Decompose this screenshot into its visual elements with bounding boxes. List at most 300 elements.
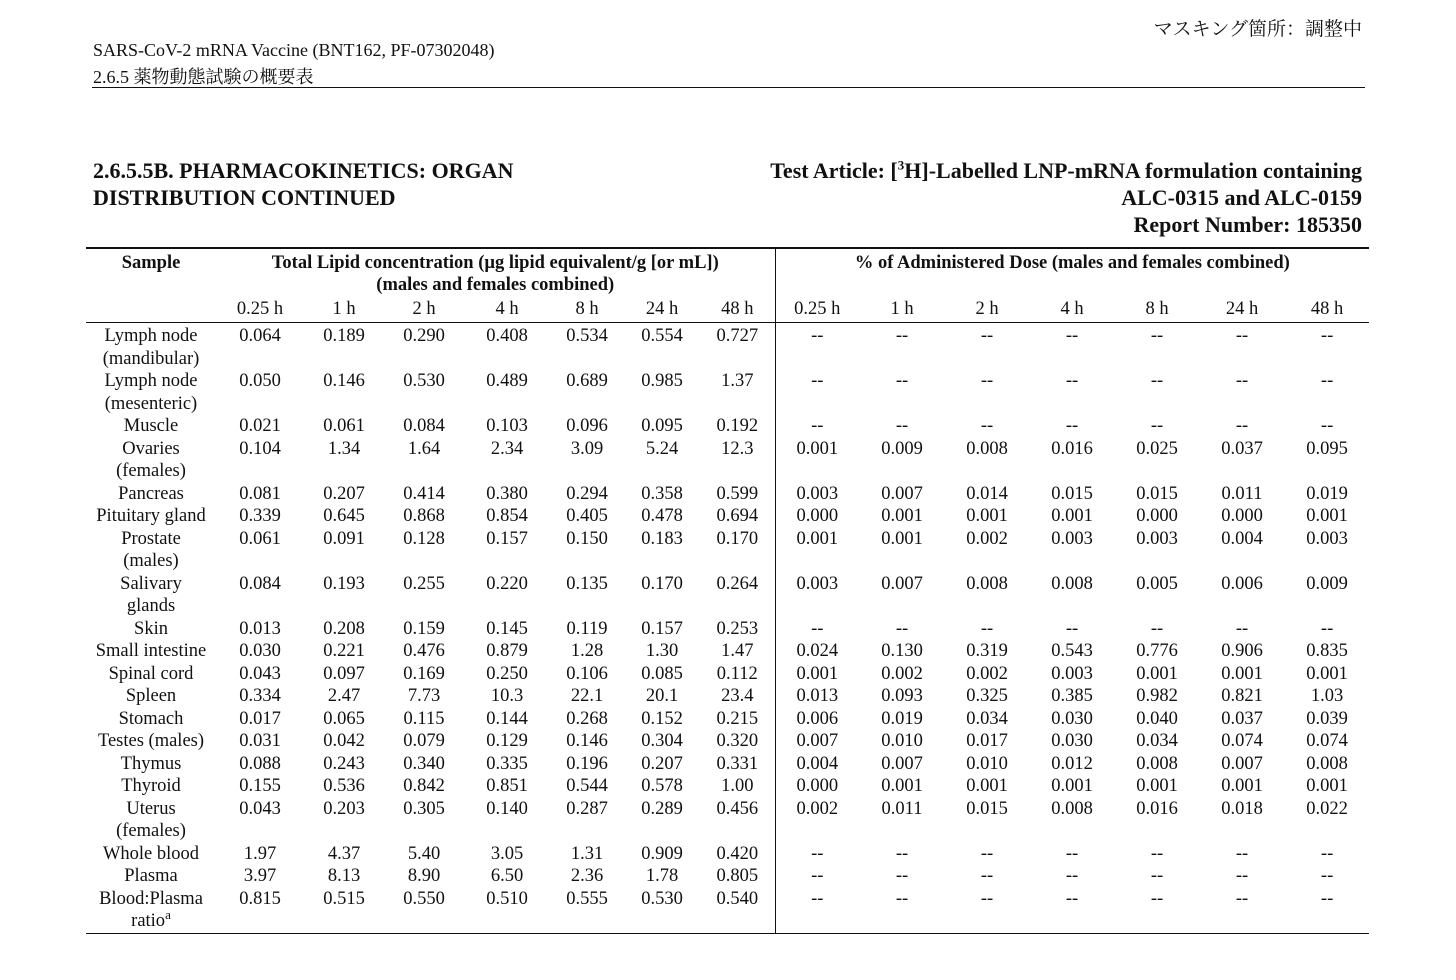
dose-percent-cell: -- <box>1235 326 1249 346</box>
concentration-cell: 0.689 <box>566 371 608 391</box>
sample-name-line2 <box>86 595 216 618</box>
dose-percent-cell: -- <box>1150 843 1164 864</box>
dose-percent-cell: 0.025 <box>1136 438 1178 459</box>
dose-percent-cell: 0.095 <box>1306 438 1348 459</box>
table-title <box>93 157 513 211</box>
concentration-cell: 8.13 <box>327 866 361 886</box>
concentration-cell: 0.061 <box>323 416 365 436</box>
dose-percent-cell: -- <box>1065 326 1079 346</box>
dose-percent-cell: 0.002 <box>775 798 859 843</box>
concentration-cell: 0.065 <box>323 708 365 729</box>
concentration-cell: 0.207 <box>323 483 365 504</box>
dose-percent-cell: 0.014 <box>966 483 1008 504</box>
concentration-cell: 3.97 <box>243 866 277 886</box>
dose-percent-cell: 0.001 <box>966 776 1008 796</box>
dose-percent-cell: -- <box>980 866 994 886</box>
dose-percent-cell: 0.008 <box>1051 798 1093 819</box>
sample-name-line1: Spleen <box>125 686 177 706</box>
footnote-marker: a <box>165 906 171 922</box>
dose-percent-cell: 0.130 <box>881 641 923 661</box>
concentration-cell: 0.358 <box>641 483 683 504</box>
dose-percent-cell: 0.001 <box>881 528 923 549</box>
conc-timepoint-header: 0.25 h <box>236 299 284 319</box>
sample-name <box>86 505 216 528</box>
concentration-cell: 1.97 <box>243 843 277 864</box>
dose-percent-cell: 0.008 <box>966 573 1008 594</box>
table-body <box>86 323 1369 934</box>
concentration-cell: 0.169 <box>403 663 445 684</box>
dose-percent-cell: 0.543 <box>1051 641 1093 661</box>
dose-percent-cell: -- <box>1065 416 1079 436</box>
dose-percent-cell: 0.002 <box>881 663 923 684</box>
concentration-cell: 1.34 <box>327 438 361 459</box>
dose-percent-cell: 0.001 <box>1136 663 1178 684</box>
sample-name-line2 <box>86 460 216 483</box>
dose-percent-cell: 0.007 <box>1221 753 1263 774</box>
concentration-cell: 0.208 <box>323 618 365 639</box>
concentration-cell: 0.017 <box>239 708 281 729</box>
table-row <box>86 708 1369 731</box>
concentration-cell: 0.128 <box>403 528 445 549</box>
dose-percent-cell: -- <box>895 843 909 864</box>
sample-name-line1: Thymus <box>120 753 182 774</box>
dose-percent-cell: -- <box>1320 416 1334 436</box>
concentration-cell: 0.408 <box>486 326 528 346</box>
dose-percent-cell: 0.003 <box>775 573 859 618</box>
dose-percent-cell: 0.013 <box>775 685 859 708</box>
dose-percent-cell: 0.022 <box>1306 798 1348 819</box>
concentration-cell: 0.694 <box>716 506 759 526</box>
concentration-cell: 0.320 <box>716 731 759 751</box>
dose-percent-cell: 0.001 <box>1306 663 1348 684</box>
concentration-cell: 0.150 <box>566 528 608 549</box>
concentration-cell: 0.221 <box>323 641 365 661</box>
document-header-section: 2.6.5 薬物動態試験の概要表 <box>93 67 314 87</box>
dose-percent-cell: 0.325 <box>966 686 1008 706</box>
concentration-cell: 0.456 <box>716 798 759 819</box>
dose-percent-cell: 0.010 <box>966 753 1008 774</box>
dose-timepoint-header: 0.25 h <box>775 296 859 323</box>
dose-percent-cell: 0.004 <box>775 753 859 776</box>
dose-percent-cell: -- <box>775 888 859 934</box>
dose-percent-cell: -- <box>775 323 859 371</box>
dose-percent-cell: 0.006 <box>1221 573 1263 594</box>
concentration-cell: 0.104 <box>239 438 281 459</box>
sample-name-line2-text: (females) <box>116 461 186 481</box>
concentration-cell: 0.193 <box>323 573 365 594</box>
dose-percent-cell: -- <box>895 866 909 886</box>
concentration-cell: 0.192 <box>716 416 759 436</box>
concentration-cell: 0.084 <box>239 573 281 594</box>
concentration-cell: 0.157 <box>486 528 528 549</box>
concentration-cell: 0.334 <box>239 686 281 706</box>
dose-percent-cell: 0.015 <box>966 798 1008 819</box>
sample-name <box>86 685 216 708</box>
sample-name-line2-text: (females) <box>116 821 186 841</box>
concentration-cell: 0.540 <box>716 888 759 909</box>
sample-name-line1: Whole blood <box>102 843 200 864</box>
sample-name-line1: Blood:Plasma <box>99 888 203 909</box>
dose-percent-cell: 0.009 <box>1306 573 1348 594</box>
test-article-text-cont: H]-Labelled LNP-mRNA formulation containing <box>904 158 1362 183</box>
table-row <box>86 438 1369 483</box>
concentration-cell: 20.1 <box>645 686 679 706</box>
dose-percent-cell: 0.001 <box>1306 506 1348 526</box>
test-article-text: Test Article: [ <box>770 158 898 183</box>
dose-percent-cell: 0.040 <box>1136 708 1178 729</box>
dose-percent-cell: 0.009 <box>881 438 923 459</box>
concentration-cell: 0.159 <box>403 618 445 639</box>
dose-percent-cell: -- <box>980 888 994 909</box>
concentration-cell: 10.3 <box>490 686 524 706</box>
organ-distribution-table <box>86 247 1369 934</box>
header-divider <box>92 87 1365 88</box>
dose-percent-cell: 0.001 <box>775 438 859 483</box>
lipid-concentration-header <box>216 248 775 296</box>
sample-name-line2 <box>86 820 216 843</box>
concentration-cell: 0.189 <box>323 326 365 346</box>
concentration-cell: 0.331 <box>716 753 759 774</box>
sample-name-line1: Pancreas <box>118 483 184 504</box>
dose-percent-cell: -- <box>1320 866 1334 886</box>
concentration-cell: 0.268 <box>566 708 608 729</box>
concentration-cell: 0.170 <box>716 528 759 549</box>
concentration-cell: 0.405 <box>566 506 608 526</box>
conc-timepoint-header: 2 h <box>412 299 436 319</box>
concentration-cell: 0.550 <box>403 888 445 909</box>
sample-name-line2-text: (males) <box>123 551 179 571</box>
concentration-cell: 0.157 <box>641 618 683 639</box>
dose-percent-cell: -- <box>775 843 859 866</box>
sample-name <box>86 865 216 888</box>
concentration-cell: 12.3 <box>721 438 754 459</box>
concentration-cell: 0.420 <box>716 843 759 864</box>
dose-percent-cell: -- <box>1150 618 1164 639</box>
dose-percent-cell: -- <box>1235 618 1249 639</box>
sample-name-line2 <box>86 393 216 416</box>
dose-percent-cell: 0.030 <box>1051 731 1093 751</box>
concentration-cell: 0.476 <box>403 641 445 661</box>
concentration-cell: 0.021 <box>239 416 281 436</box>
concentration-cell: 0.851 <box>486 776 528 796</box>
concentration-cell: 0.536 <box>323 776 365 796</box>
concentration-cell: 0.106 <box>566 663 608 684</box>
concentration-cell: 0.815 <box>239 888 281 909</box>
dose-percent-cell: 0.003 <box>1136 528 1178 549</box>
table-row <box>86 798 1369 843</box>
concentration-cell: 0.290 <box>403 326 445 346</box>
dose-timepoint-header: 24 h <box>1225 299 1259 319</box>
concentration-cell: 0.043 <box>239 663 281 684</box>
lipid-concentration-header-line2: (males and females combined) <box>376 275 615 295</box>
concentration-cell: 0.152 <box>641 708 683 729</box>
dose-percent-cell: 0.906 <box>1221 641 1263 661</box>
sample-name <box>86 775 216 798</box>
concentration-cell: 2.36 <box>570 866 604 886</box>
dose-percent-cell: 0.003 <box>1051 663 1093 684</box>
sample-name-line2 <box>86 348 216 371</box>
conc-timepoint-header: 24 h <box>645 299 679 319</box>
sample-name-line2-text: ratio <box>131 911 166 931</box>
dose-percent-cell: 0.001 <box>1221 776 1263 796</box>
dose-percent-cell: 0.001 <box>775 528 859 573</box>
sample-name <box>86 730 216 753</box>
concentration-cell: 0.013 <box>239 618 281 639</box>
concentration-cell: 0.530 <box>641 888 683 909</box>
table-row <box>86 370 1369 415</box>
concentration-cell: 23.4 <box>721 686 754 706</box>
dose-percent-cell: -- <box>1320 843 1334 864</box>
dose-percent-cell: 0.319 <box>966 641 1008 661</box>
concentration-cell: 0.112 <box>716 663 758 684</box>
concentration-cell: 0.544 <box>566 776 608 796</box>
concentration-cell: 0.119 <box>566 618 608 639</box>
dose-percent-cell: 0.001 <box>1051 776 1093 796</box>
concentration-cell: 0.064 <box>239 326 281 346</box>
concentration-cell: 0.805 <box>716 866 759 886</box>
dose-percent-cell: 0.003 <box>775 483 859 506</box>
dose-percent-cell: -- <box>1150 866 1164 886</box>
dose-percent-cell: -- <box>980 843 994 864</box>
concentration-cell: 0.170 <box>641 573 683 594</box>
concentration-cell: 0.146 <box>566 731 608 751</box>
concentration-cell: 0.510 <box>486 888 528 909</box>
dose-percent-cell: 0.012 <box>1051 753 1093 774</box>
test-article-info <box>770 157 1362 238</box>
concentration-cell: 0.091 <box>323 528 365 549</box>
dose-percent-cell: -- <box>775 865 859 888</box>
concentration-cell: 0.250 <box>486 663 528 684</box>
dose-percent-cell: -- <box>1150 371 1164 391</box>
concentration-cell: 0.095 <box>641 416 683 436</box>
dose-percent-cell: 0.037 <box>1221 708 1263 729</box>
sample-name-line1: Salivary <box>120 573 182 594</box>
dose-percent-cell: -- <box>775 618 859 641</box>
dose-percent-cell: 0.002 <box>966 528 1008 549</box>
concentration-cell: 1.31 <box>570 843 604 864</box>
concentration-cell: 0.043 <box>239 798 281 819</box>
dose-percent-cell: 0.007 <box>881 573 923 594</box>
sample-name <box>86 438 216 483</box>
concentration-cell: 0.253 <box>716 618 759 639</box>
concentration-cell: 1.47 <box>721 641 754 661</box>
concentration-cell: 0.842 <box>403 776 445 796</box>
dose-percent-cell: 0.000 <box>775 775 859 798</box>
dose-percent-cell: 0.074 <box>1221 731 1263 751</box>
dose-percent-cell: -- <box>1320 888 1334 909</box>
concentration-cell: 4.37 <box>327 843 361 864</box>
conc-timepoint-header: 1 h <box>332 299 356 319</box>
concentration-cell: 8.90 <box>407 866 441 886</box>
dose-percent-cell: 0.007 <box>775 730 859 753</box>
administered-dose-header: % of Administered Dose (males and females combined) <box>775 248 1369 296</box>
dose-percent-cell: 0.030 <box>1051 708 1093 729</box>
dose-percent-cell: -- <box>1065 843 1079 864</box>
dose-percent-cell: 0.001 <box>1051 506 1093 526</box>
masking-note: マスキング箇所：調整中 <box>1153 19 1362 40</box>
dose-percent-cell: -- <box>1235 843 1249 864</box>
concentration-cell: 0.530 <box>403 371 445 391</box>
table-row <box>86 618 1369 641</box>
table-row <box>86 888 1369 934</box>
table-row <box>86 415 1369 438</box>
dose-percent-cell: 0.019 <box>881 708 923 729</box>
concentration-cell: 0.255 <box>403 573 445 594</box>
lipid-concentration-header-line1: Total Lipid concentration (µg lipid equivalent/g [or mL]) <box>271 253 719 273</box>
dose-percent-cell: 0.011 <box>1221 483 1263 504</box>
table-row <box>86 573 1369 618</box>
table-row <box>86 323 1369 371</box>
sample-name <box>86 483 216 506</box>
concentration-cell: 22.1 <box>570 686 604 706</box>
sample-name-line2-text: glands <box>126 596 176 616</box>
sample-name-line1: Testes (males) <box>97 731 205 751</box>
concentration-cell: 0.854 <box>486 506 528 526</box>
dose-percent-cell: -- <box>775 415 859 438</box>
concentration-cell: 0.645 <box>323 506 365 526</box>
concentration-cell: 0.085 <box>641 663 683 684</box>
dose-percent-cell: -- <box>895 371 909 391</box>
dose-percent-cell: 0.017 <box>966 731 1008 751</box>
dose-timepoint-header: 4 h <box>1060 299 1084 319</box>
concentration-cell: 0.144 <box>486 708 528 729</box>
concentration-cell: 0.340 <box>403 753 445 774</box>
dose-percent-cell: -- <box>1150 888 1164 909</box>
timepoint-header-row <box>86 296 1369 323</box>
concentration-cell: 0.088 <box>239 753 281 774</box>
dose-percent-cell: -- <box>895 326 909 346</box>
dose-percent-cell: -- <box>980 371 994 391</box>
sample-name-line1: Prostate <box>121 528 181 549</box>
dose-percent-cell: -- <box>1235 371 1249 391</box>
concentration-cell: 0.879 <box>486 641 528 661</box>
concentration-cell: 0.489 <box>486 371 528 391</box>
dose-percent-cell: 0.093 <box>881 686 923 706</box>
dose-percent-cell: 0.004 <box>1221 528 1263 549</box>
test-article-line1 <box>770 157 1362 184</box>
table-row <box>86 663 1369 686</box>
dose-percent-cell: 0.982 <box>1136 686 1178 706</box>
concentration-cell: 1.28 <box>570 641 604 661</box>
dose-percent-cell: 0.007 <box>881 483 923 504</box>
table-row <box>86 505 1369 528</box>
concentration-cell: 0.215 <box>716 708 759 729</box>
sample-name <box>86 753 216 776</box>
sample-name <box>86 370 216 415</box>
concentration-cell: 2.47 <box>327 686 361 706</box>
dose-percent-cell: 1.03 <box>1310 686 1344 706</box>
concentration-cell: 0.287 <box>566 798 608 819</box>
dose-timepoint-header: 48 h <box>1310 299 1344 319</box>
concentration-cell: 0.084 <box>403 416 445 436</box>
dose-percent-cell: 0.000 <box>1221 506 1263 526</box>
dose-percent-cell: -- <box>1320 371 1334 391</box>
sample-name <box>86 323 216 371</box>
table-row <box>86 865 1369 888</box>
concentration-cell: 1.30 <box>645 641 679 661</box>
sample-name <box>86 888 216 934</box>
dose-percent-cell: 0.024 <box>775 640 859 663</box>
sample-name-line2 <box>86 906 216 933</box>
dose-timepoint-header: 2 h <box>975 299 999 319</box>
dose-percent-cell: -- <box>895 416 909 436</box>
concentration-cell: 7.73 <box>407 686 441 706</box>
dose-percent-cell: 0.385 <box>1051 686 1093 706</box>
concentration-cell: 0.478 <box>641 506 683 526</box>
concentration-cell: 0.183 <box>641 528 683 549</box>
concentration-cell: 0.555 <box>566 888 608 909</box>
concentration-cell: 0.196 <box>566 753 608 774</box>
concentration-cell: 0.220 <box>486 573 528 594</box>
concentration-cell: 2.34 <box>490 438 524 459</box>
concentration-cell: 0.868 <box>403 506 445 526</box>
sample-name-line2-text: (mesenteric) <box>104 393 198 414</box>
sample-name-line1: Skin <box>134 618 168 639</box>
concentration-cell: 0.146 <box>323 371 365 391</box>
sample-name-line2-text: (mandibular) <box>102 348 200 369</box>
dose-percent-cell: 0.015 <box>1136 483 1178 504</box>
table-row <box>86 685 1369 708</box>
sample-name <box>86 663 216 686</box>
dose-percent-cell: 0.034 <box>966 708 1008 729</box>
sample-name-line1: Thyroid <box>121 776 181 796</box>
dose-percent-cell: 0.008 <box>1051 573 1093 594</box>
sample-name <box>86 573 216 618</box>
concentration-cell: 0.534 <box>566 326 608 346</box>
concentration-cell: 0.515 <box>323 888 365 909</box>
dose-percent-cell: -- <box>1235 416 1249 436</box>
table-row <box>86 483 1369 506</box>
dose-percent-cell: -- <box>1235 866 1249 886</box>
dose-percent-cell: 0.001 <box>1306 776 1348 796</box>
dose-percent-cell: 0.005 <box>1136 573 1178 594</box>
sample-name-line1: Lymph node <box>104 326 198 346</box>
concentration-cell: 0.305 <box>403 798 445 819</box>
concentration-cell: 0.097 <box>323 663 365 684</box>
concentration-cell: 0.031 <box>239 731 281 751</box>
concentration-cell: 0.145 <box>486 618 528 639</box>
dose-percent-cell: 0.821 <box>1221 686 1263 706</box>
conc-timepoint-header: 8 h <box>575 299 599 319</box>
concentration-cell: 0.264 <box>716 573 759 594</box>
dose-percent-cell: 0.008 <box>1306 753 1348 774</box>
sample-name-line1: Small intestine <box>95 641 207 661</box>
table-row <box>86 753 1369 776</box>
dose-percent-cell: 0.835 <box>1306 641 1348 661</box>
dose-percent-cell: -- <box>980 326 994 346</box>
table-title-line1: 2.6.5.5B. PHARMACOKINETICS: ORGAN <box>93 158 514 183</box>
sample-name-line1: Ovaries <box>122 438 180 459</box>
dose-percent-cell: -- <box>1065 888 1079 909</box>
concentration-cell: 5.24 <box>645 438 679 459</box>
concentration-cell: 1.64 <box>407 438 441 459</box>
dose-percent-cell: 0.776 <box>1136 641 1178 661</box>
dose-percent-cell: 0.037 <box>1221 438 1263 459</box>
concentration-cell: 0.599 <box>716 483 759 504</box>
dose-percent-cell: 0.003 <box>1051 528 1093 549</box>
conc-timepoint-header: 4 h <box>495 299 519 319</box>
dose-percent-cell: 0.001 <box>1221 663 1263 684</box>
concentration-cell: 0.129 <box>486 731 528 751</box>
test-article-line2: ALC-0315 and ALC-0159 <box>1121 185 1362 210</box>
dose-percent-cell: -- <box>1065 866 1079 886</box>
concentration-cell: 0.294 <box>566 483 608 504</box>
dose-percent-cell: 0.001 <box>881 776 923 796</box>
concentration-cell: 0.909 <box>641 843 683 864</box>
table-row <box>86 730 1369 753</box>
concentration-cell: 0.081 <box>239 483 281 504</box>
dose-percent-cell: 0.018 <box>1221 798 1263 819</box>
